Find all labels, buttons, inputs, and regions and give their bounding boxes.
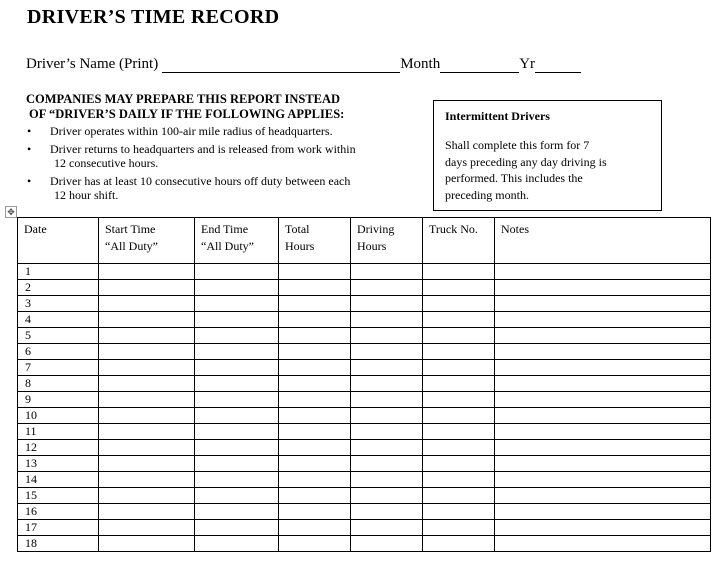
table-row — [18, 312, 711, 328]
driving-hours-cell[interactable] — [351, 504, 423, 520]
table-move-handle-icon[interactable]: ✥ — [5, 206, 17, 218]
date-cell: 6 — [18, 344, 99, 360]
end-time-cell[interactable] — [195, 536, 279, 552]
table-row — [18, 360, 711, 376]
start-time-cell[interactable] — [99, 488, 195, 504]
total-hours-cell[interactable] — [279, 280, 351, 296]
date-cell: 17 — [18, 520, 99, 536]
date-cell: 1 — [18, 264, 99, 280]
year-field[interactable] — [535, 57, 581, 73]
total-hours-cell[interactable] — [279, 344, 351, 360]
table-row — [18, 408, 711, 424]
time-record-table — [17, 217, 711, 552]
date-cell: 12 — [18, 440, 99, 456]
date-cell: 15 — [18, 488, 99, 504]
driving-hours-cell[interactable] — [351, 488, 423, 504]
driving-hours-cell[interactable] — [351, 440, 423, 456]
table-header-row — [18, 218, 711, 264]
driver-info-line — [26, 56, 581, 73]
intermittent-drivers-heading: Intermittent Drivers — [445, 109, 550, 123]
notes-cell[interactable] — [495, 280, 711, 296]
truck-no-cell[interactable] — [423, 392, 495, 408]
end-time-cell[interactable] — [195, 472, 279, 488]
instructions-heading-line: OF “DRIVER’S DAILY IF THE FOLLOWING APPLIES: — [29, 107, 345, 121]
end-time-cell[interactable] — [195, 424, 279, 440]
driving-hours-cell[interactable] — [351, 472, 423, 488]
bullet-icon: • — [27, 124, 32, 138]
box-text-line: Shall complete this form for 7 — [445, 138, 590, 152]
driving-hours-cell[interactable] — [351, 264, 423, 280]
instructions-section — [26, 92, 426, 206]
table-row — [18, 536, 711, 552]
total-hours-cell[interactable] — [279, 488, 351, 504]
end-time-cell[interactable] — [195, 264, 279, 280]
start-time-cell[interactable] — [99, 296, 195, 312]
column-header-driving-hours: Driving Hours — [351, 218, 423, 264]
truck-no-cell[interactable] — [423, 536, 495, 552]
truck-no-cell[interactable] — [423, 408, 495, 424]
notes-cell[interactable] — [495, 296, 711, 312]
table-row — [18, 440, 711, 456]
table-row — [18, 392, 711, 408]
date-cell: 18 — [18, 536, 99, 552]
driving-hours-cell[interactable] — [351, 392, 423, 408]
date-cell: 11 — [18, 424, 99, 440]
table-row — [18, 424, 711, 440]
total-hours-cell[interactable] — [279, 536, 351, 552]
total-hours-cell[interactable] — [279, 328, 351, 344]
conditions-list — [26, 124, 426, 203]
driving-hours-cell[interactable] — [351, 520, 423, 536]
intermittent-drivers-text — [445, 137, 651, 203]
total-hours-cell[interactable] — [279, 472, 351, 488]
bullet-icon: • — [27, 141, 32, 156]
notes-cell[interactable] — [495, 440, 711, 456]
truck-no-cell[interactable] — [423, 504, 495, 520]
truck-no-cell[interactable] — [423, 488, 495, 504]
box-text-line: days preceding any day driving is — [445, 154, 607, 169]
total-hours-cell[interactable] — [279, 504, 351, 520]
start-time-cell[interactable] — [99, 424, 195, 440]
start-time-cell[interactable] — [99, 312, 195, 328]
form-title: DRIVER’S TIME RECORD — [27, 6, 280, 28]
notes-cell[interactable] — [495, 424, 711, 440]
notes-cell[interactable] — [495, 488, 711, 504]
notes-cell[interactable] — [495, 392, 711, 408]
bullet-icon: • — [27, 173, 32, 188]
table-row — [18, 488, 711, 504]
date-cell: 4 — [18, 312, 99, 328]
end-time-cell[interactable] — [195, 520, 279, 536]
notes-cell[interactable] — [495, 312, 711, 328]
end-time-cell[interactable] — [195, 392, 279, 408]
start-time-cell[interactable] — [99, 472, 195, 488]
year-label: Yr — [519, 56, 536, 72]
total-hours-cell[interactable] — [279, 392, 351, 408]
start-time-cell[interactable] — [99, 456, 195, 472]
start-time-cell[interactable] — [99, 328, 195, 344]
date-cell: 14 — [18, 472, 99, 488]
start-time-cell[interactable] — [99, 280, 195, 296]
start-time-cell[interactable] — [99, 504, 195, 520]
start-time-cell[interactable] — [99, 360, 195, 376]
column-header-truck-no: Truck No. — [423, 218, 495, 264]
truck-no-cell[interactable] — [423, 264, 495, 280]
end-time-cell[interactable] — [195, 376, 279, 392]
box-text-line: preceding month. — [445, 187, 529, 202]
notes-cell[interactable] — [495, 504, 711, 520]
truck-no-cell[interactable] — [423, 280, 495, 296]
start-time-cell[interactable] — [99, 536, 195, 552]
total-hours-cell[interactable] — [279, 360, 351, 376]
condition-text: Driver operates within 100-air mile radius of headquarters. — [50, 124, 333, 138]
truck-no-cell[interactable] — [423, 312, 495, 328]
date-cell: 9 — [18, 392, 99, 408]
notes-cell[interactable] — [495, 456, 711, 472]
driving-hours-cell[interactable] — [351, 312, 423, 328]
table-body — [18, 264, 711, 552]
date-cell: 13 — [18, 456, 99, 472]
end-time-cell[interactable] — [195, 280, 279, 296]
total-hours-cell[interactable] — [279, 456, 351, 472]
end-time-cell[interactable] — [195, 408, 279, 424]
table-row — [18, 456, 711, 472]
truck-no-cell[interactable] — [423, 440, 495, 456]
start-time-cell[interactable] — [99, 376, 195, 392]
truck-no-cell[interactable] — [423, 360, 495, 376]
driving-hours-cell[interactable] — [351, 344, 423, 360]
truck-no-cell[interactable] — [423, 376, 495, 392]
table-row — [18, 344, 711, 360]
month-field[interactable] — [440, 57, 519, 73]
table-row — [18, 472, 711, 488]
driving-hours-cell[interactable] — [351, 408, 423, 424]
driving-hours-cell[interactable] — [351, 424, 423, 440]
driving-hours-cell[interactable] — [351, 296, 423, 312]
table-row — [18, 328, 711, 344]
driving-hours-cell[interactable] — [351, 456, 423, 472]
column-header-total-hours: Total Hours — [279, 218, 351, 264]
end-time-cell[interactable] — [195, 344, 279, 360]
condition-item — [26, 174, 426, 203]
driver-name-label: Driver’s Name (Print) — [26, 56, 159, 72]
start-time-cell[interactable] — [99, 520, 195, 536]
condition-text: Driver returns to headquarters and is released from work within — [50, 141, 356, 156]
column-header-notes: Notes — [495, 218, 711, 264]
table-row — [18, 376, 711, 392]
end-time-cell[interactable] — [195, 328, 279, 344]
notes-cell[interactable] — [495, 472, 711, 488]
month-label: Month — [400, 56, 441, 72]
start-time-cell[interactable] — [99, 440, 195, 456]
total-hours-cell[interactable] — [279, 264, 351, 280]
box-text-line: performed. This includes the — [445, 171, 583, 185]
start-time-cell[interactable] — [99, 392, 195, 408]
total-hours-cell[interactable] — [279, 408, 351, 424]
truck-no-cell[interactable] — [423, 424, 495, 440]
column-header-date: Date — [18, 218, 99, 264]
condition-text: Driver has at least 10 consecutive hours off duty between each — [50, 173, 351, 188]
total-hours-cell[interactable] — [279, 520, 351, 536]
date-cell: 7 — [18, 360, 99, 376]
table-row — [18, 264, 711, 280]
notes-cell[interactable] — [495, 408, 711, 424]
notes-cell[interactable] — [495, 520, 711, 536]
condition-text: 12 hour shift. — [54, 188, 119, 202]
end-time-cell[interactable] — [195, 504, 279, 520]
total-hours-cell[interactable] — [279, 312, 351, 328]
condition-item — [26, 124, 426, 139]
condition-item — [26, 142, 426, 171]
end-time-cell[interactable] — [195, 312, 279, 328]
column-header-end-time: End Time “All Duty” — [195, 218, 279, 264]
table-row — [18, 504, 711, 520]
truck-no-cell[interactable] — [423, 328, 495, 344]
table-row — [18, 520, 711, 536]
end-time-cell[interactable] — [195, 296, 279, 312]
table-row — [18, 280, 711, 296]
notes-cell[interactable] — [495, 328, 711, 344]
notes-cell[interactable] — [495, 536, 711, 552]
notes-cell[interactable] — [495, 344, 711, 360]
start-time-cell[interactable] — [99, 344, 195, 360]
end-time-cell[interactable] — [195, 488, 279, 504]
instructions-heading-line: COMPANIES MAY PREPARE THIS REPORT INSTEAD — [26, 92, 341, 106]
date-cell: 8 — [18, 376, 99, 392]
driving-hours-cell[interactable] — [351, 280, 423, 296]
instructions-heading — [26, 92, 426, 122]
truck-no-cell[interactable] — [423, 472, 495, 488]
total-hours-cell[interactable] — [279, 424, 351, 440]
date-cell: 5 — [18, 328, 99, 344]
notes-cell[interactable] — [495, 264, 711, 280]
start-time-cell[interactable] — [99, 408, 195, 424]
driving-hours-cell[interactable] — [351, 328, 423, 344]
start-time-cell[interactable] — [99, 264, 195, 280]
total-hours-cell[interactable] — [279, 296, 351, 312]
date-cell: 3 — [18, 296, 99, 312]
end-time-cell[interactable] — [195, 456, 279, 472]
date-cell: 16 — [18, 504, 99, 520]
condition-text: 12 consecutive hours. — [54, 156, 159, 170]
table-row — [18, 296, 711, 312]
end-time-cell[interactable] — [195, 440, 279, 456]
total-hours-cell[interactable] — [279, 376, 351, 392]
date-cell: 2 — [18, 280, 99, 296]
total-hours-cell[interactable] — [279, 440, 351, 456]
intermittent-drivers-box — [433, 100, 662, 211]
column-header-start-time: Start Time “All Duty” — [99, 218, 195, 264]
end-time-cell[interactable] — [195, 360, 279, 376]
truck-no-cell[interactable] — [423, 456, 495, 472]
date-cell: 10 — [18, 408, 99, 424]
driving-hours-cell[interactable] — [351, 376, 423, 392]
notes-cell[interactable] — [495, 376, 711, 392]
driver-name-field[interactable] — [162, 57, 400, 73]
notes-cell[interactable] — [495, 360, 711, 376]
truck-no-cell[interactable] — [423, 296, 495, 312]
driving-hours-cell[interactable] — [351, 360, 423, 376]
truck-no-cell[interactable] — [423, 344, 495, 360]
driving-hours-cell[interactable] — [351, 536, 423, 552]
truck-no-cell[interactable] — [423, 520, 495, 536]
